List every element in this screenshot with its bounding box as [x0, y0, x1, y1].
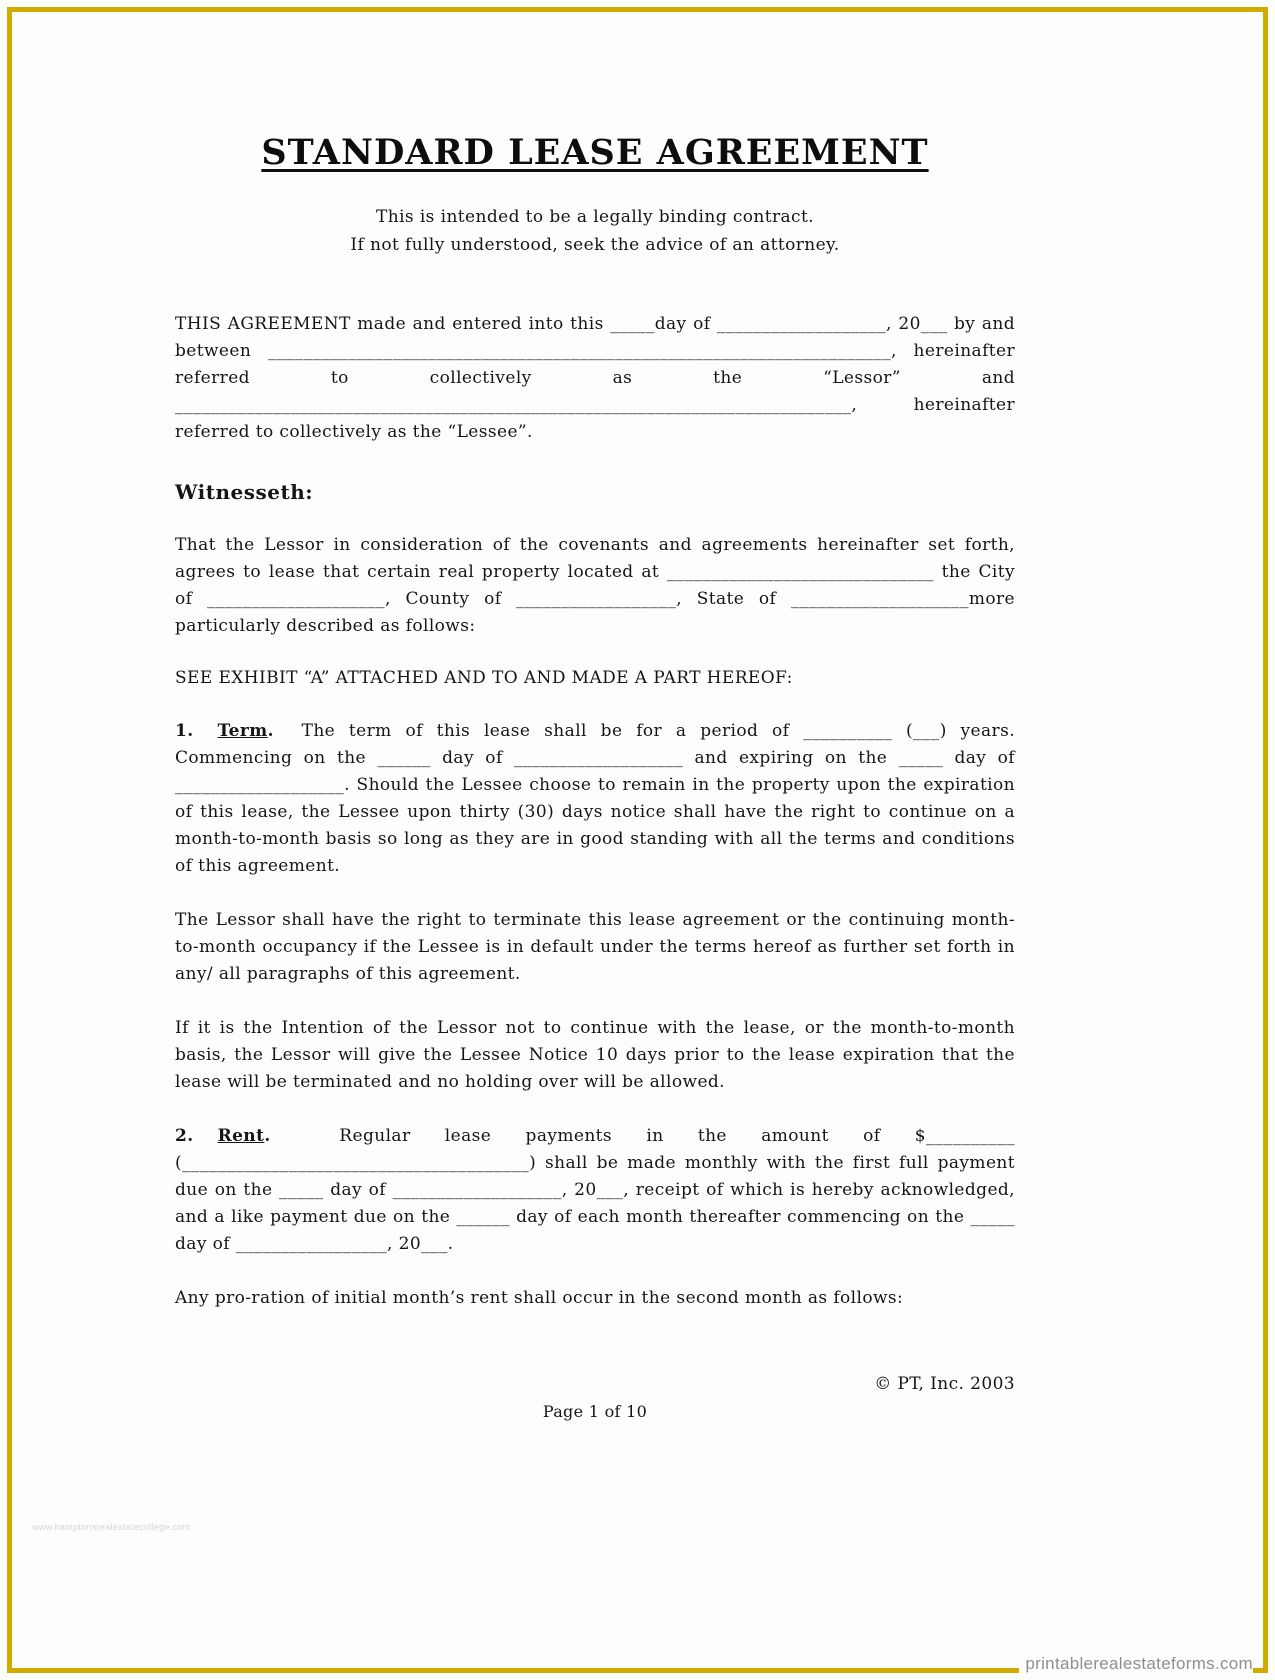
- subtitle-line-1: This is intended to be a legally binding contract.: [375, 207, 814, 227]
- section-term: [175, 718, 1015, 880]
- page-title-text: STANDARD LEASE AGREEMENT: [261, 132, 929, 173]
- section-term-number: 1.: [175, 721, 194, 741]
- intention-paragraph: If it is the Intention of the Lessor not to continue with the lease, or the month-to-month basis, the Lessor will give the Lessee Notice 10 days prior to the lease expiration that the lease will be terminated and no holding over will be allowed.: [175, 1018, 1015, 1092]
- copyright-notice: © PT, Inc. 2003: [874, 1374, 1015, 1394]
- watermark-bottom-right: printablerealestateforms.com: [1019, 1654, 1253, 1674]
- section-rent-number: 2.: [175, 1126, 194, 1146]
- section-rent: [175, 1123, 1015, 1258]
- terminate-paragraph: The Lessor shall have the right to terminate this lease agreement or the continuing month-to-month occupancy if the Lessee is in default under the terms hereof as further set forth in any/ all paragraphs of this agreement.: [175, 910, 1015, 984]
- section-term-label-period: .: [267, 721, 274, 741]
- witnesseth-heading: Witnesseth:: [175, 480, 314, 504]
- section-rent-body: Regular lease payments in the amount of $__________ (_______________________________________) shall be made monthly with the first full payment due on the _____ day of ___________________, 20___, receipt of which is hereby acknowledged, and a like payment due on the ______ day of each month thereafter commencing on the _____ day of _________________, 20___.: [175, 1126, 1015, 1254]
- section-rent-label: Rent: [217, 1126, 265, 1146]
- subtitle-line-2: If not fully understood, seek the advice of an attorney.: [350, 235, 840, 255]
- page-number: Page 1 of 10: [542, 1402, 648, 1421]
- section-term-body: The term of this lease shall be for a period of __________ (___) years. Commencing on the ______ day of ___________________ and expiring on the _____ day of ___________________. Should the Lessee choose to remain in the property upon the expiration of this lease, the Lessee upon thirty (30) days notice shall have the right to continue on a month-to-month basis so long as they are in good standing with all the terms and conditions of this agreement.: [175, 721, 1016, 876]
- document-subtitle: [175, 203, 1015, 259]
- section-term-label: Term: [217, 721, 268, 741]
- section-rent-label-period: .: [264, 1126, 271, 1146]
- page-title: [175, 132, 1015, 173]
- agreement-intro-paragraph: THIS AGREEMENT made and entered into this _____day of ___________________, 20___ by and between ______________________________________________________________________, hereinafter referred to collectively as the “Lessor” and ____________________________________________________________________________, hereinafter referred to collectively as the “Lessee”.: [175, 314, 1015, 442]
- watermark-bottom-left: www.hamptonsrealestatecollege.com: [32, 1522, 191, 1532]
- document-body: [175, 132, 1015, 1421]
- witnesseth-paragraph: That the Lessor in consideration of the covenants and agreements hereinafter set forth, agrees to lease that certain real property located at ______________________________ the City of ____________________, County of __________________, State of ____________________more particularly described as follows:: [175, 535, 1015, 636]
- exhibit-line: SEE EXHIBIT “A” ATTACHED AND TO AND MADE A PART HEREOF:: [175, 668, 793, 688]
- proration-paragraph: Any pro-ration of initial month’s rent shall occur in the second month as follows:: [175, 1288, 904, 1308]
